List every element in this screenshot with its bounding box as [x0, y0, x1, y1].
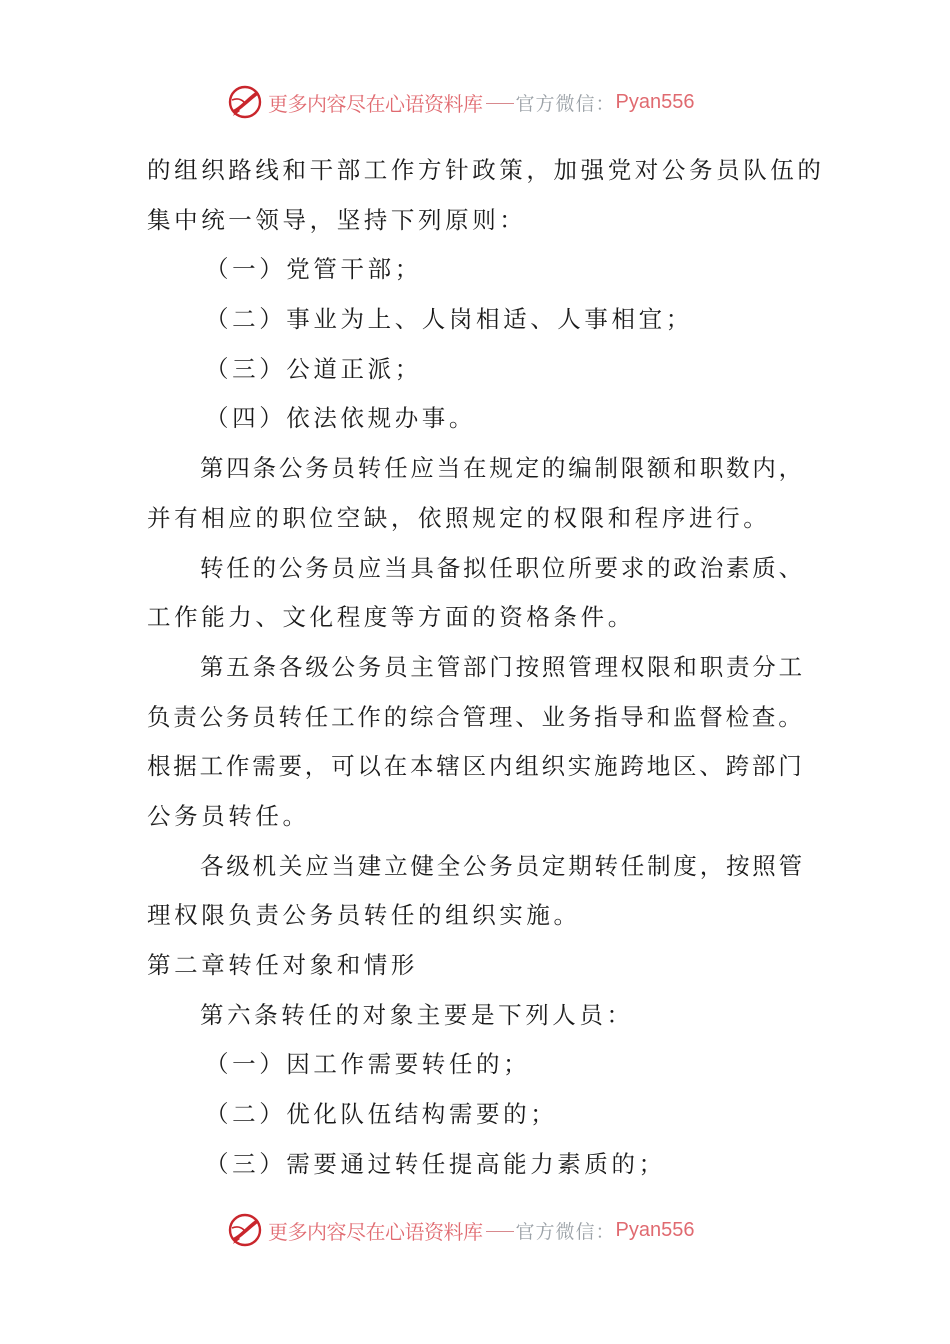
document-body [147, 146, 825, 1189]
pen-logo-icon [228, 85, 262, 119]
article-4-line: 第四条公务员转任应当在规定的编制限额和职数内， [200, 454, 805, 483]
article-5-line: 第五条各级公务员主管部门按照管理权限和职责分工 [200, 652, 805, 681]
list-item: （一）因工作需要转任的； [205, 1050, 531, 1079]
watermark-wechat-id: Pyan556 [615, 1218, 695, 1241]
body-line: 根据工作需要，可以在本辖区内组织实施跨地区、跨部门 [147, 752, 805, 781]
watermark-wechat-id: Pyan556 [615, 90, 695, 113]
chapter-heading: 第二章转任对象和情形 [147, 951, 418, 979]
watermark-wechat-label: 官方微信： [515, 92, 616, 115]
body-line: 并有相应的职位空缺，依照规定的权限和程序进行。 [147, 503, 771, 532]
watermark-library-text: 更多内容尽在心语资料库 [268, 1219, 483, 1244]
body-line: 公务员转任。 [147, 801, 310, 830]
footer-watermark [228, 1210, 694, 1250]
body-line: 的组织路线和干部工作方针政策，加强党对公务员队伍的 [147, 156, 825, 184]
body-line: 工作能力、文化程度等方面的资格条件。 [147, 603, 635, 632]
article-6-line: 第六条转任的对象主要是下列人员： [200, 1000, 634, 1029]
body-line: 负责公务员转任工作的综合管理、业务指导和监督检查。 [147, 702, 805, 731]
body-line: 转任的公务员应当具备拟任职位所要求的政治素质、 [200, 553, 805, 582]
body-line: 理权限负责公务员转任的组织实施。 [147, 901, 581, 930]
watermark-library-text: 更多内容尽在心语资料库 [268, 91, 483, 116]
pen-logo-icon [228, 1213, 262, 1247]
body-line: 集中统一领导，坚持下列原则： [147, 205, 527, 234]
list-item: （四）依法依规办事。 [205, 404, 476, 433]
list-item: （三）需要通过转任提高能力素质的； [205, 1149, 666, 1178]
list-item: （一）党管干部； [205, 255, 422, 284]
body-line: 各级机关应当建立健全公务员定期转任制度，按照管 [200, 851, 805, 880]
list-item: （三）公道正派； [205, 354, 422, 383]
list-item: （二）事业为上、人岗相适、人事相宜； [205, 305, 693, 334]
watermark-separator [486, 1231, 514, 1232]
header-watermark [228, 82, 694, 122]
watermark-separator [486, 103, 514, 104]
watermark-wechat-label: 官方微信： [515, 1220, 616, 1243]
list-item: （二）优化队伍结构需要的； [205, 1100, 558, 1129]
